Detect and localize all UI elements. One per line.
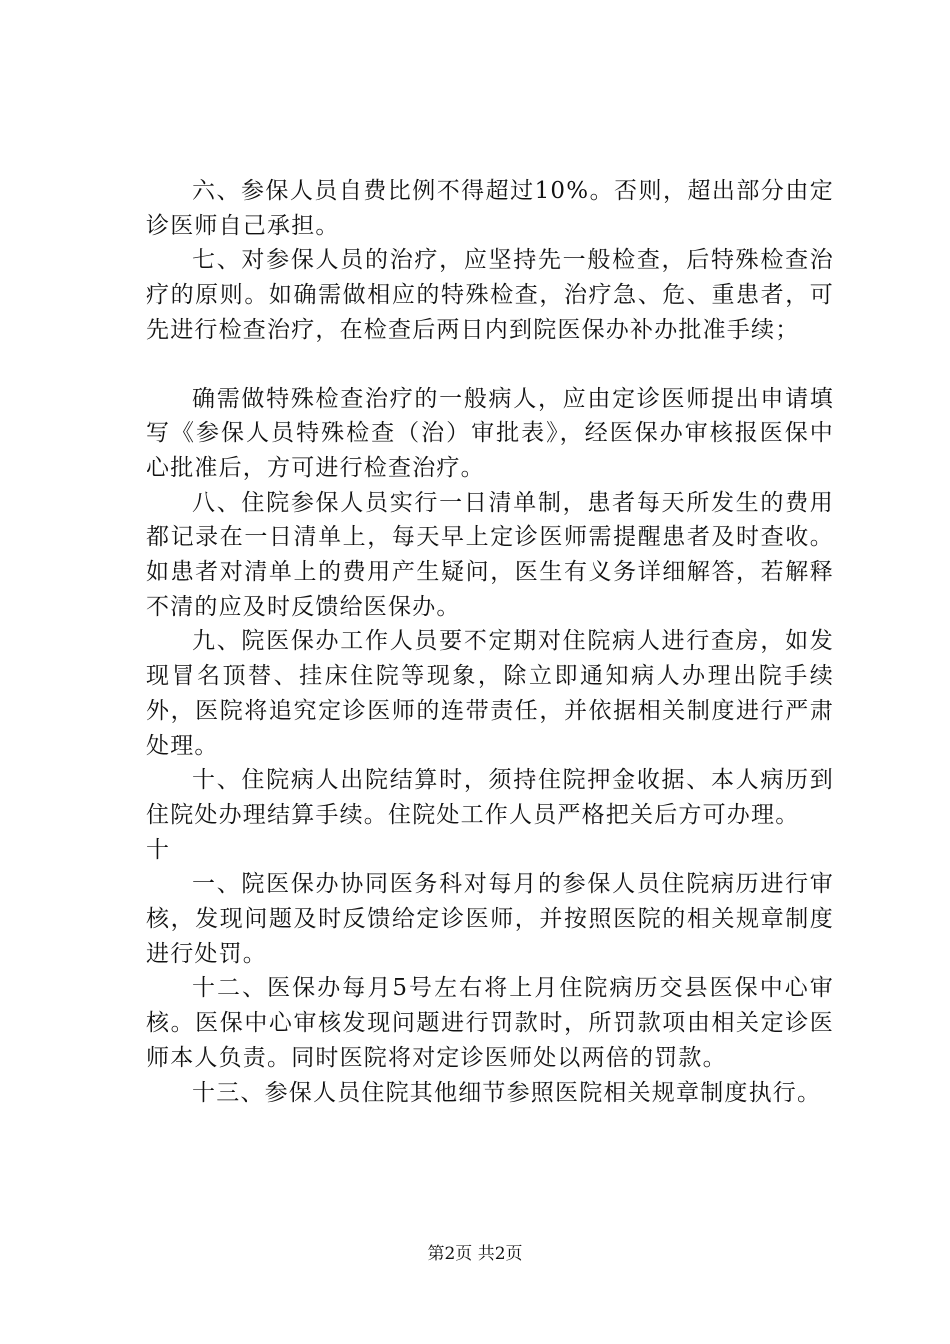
paragraph-item-11-prefix: 十	[146, 836, 171, 863]
paragraph-item-7-continued: 确需做特殊检查治疗的一般病人，应由定诊医师提出申请填写《参保人员特殊检查（治）审批表》，经医保办审核报医保中心批准后，方可进行检查治疗。	[146, 385, 834, 481]
paragraph-item-12: 十二、医保办每月5号左右将上月住院病历交县医保中心审核。医保中心审核发现问题进行罚款时，所罚款项由相关定诊医师本人负责。同时医院将对定诊医师处以两倍的罚款。	[146, 975, 834, 1071]
page-number-footer: 第2页 共2页	[427, 1244, 523, 1264]
paragraph-item-9: 九、院医保办工作人员要不定期对住院病人进行查房，如发现冒名顶替、挂床住院等现象，除立即通知病人办理出院手续外，医院将追究定诊医师的连带责任，并依据相关制度进行严肃处理。	[146, 628, 834, 759]
paragraph-item-10: 十、住院病人出院结算时，须持住院押金收据、本人病历到住院处办理结算手续。住院处工作人员严格把关后方可办理。	[146, 767, 834, 828]
paragraph-item-11: 一、院医保办协同医务科对每月的参保人员住院病历进行审核，发现问题及时反馈给定诊医师，并按照医院的相关规章制度进行处罚。	[146, 871, 834, 967]
paragraph-item-7: 七、对参保人员的治疗，应坚持先一般检查，后特殊检查治疗的原则。如确需做相应的特殊检查，治疗急、危、重患者，可先进行检查治疗，在检查后两日内到院医保办补办批准手续；	[146, 247, 834, 343]
paragraph-item-13: 十三、参保人员住院其他细节参照医院相关规章制度执行。	[192, 1079, 822, 1106]
paragraph-item-6: 六、参保人员自费比例不得超过10%。否则，超出部分由定诊医师自己承担。	[146, 178, 834, 239]
document-body	[146, 174, 834, 1110]
paragraph-item-8: 八、住院参保人员实行一日清单制，患者每天所发生的费用都记录在一日清单上，每天早上定诊医师需提醒患者及时查收。如患者对清单上的费用产生疑问，医生有义务详细解答，若解释不清的应及时反馈给医保办。	[146, 489, 834, 620]
